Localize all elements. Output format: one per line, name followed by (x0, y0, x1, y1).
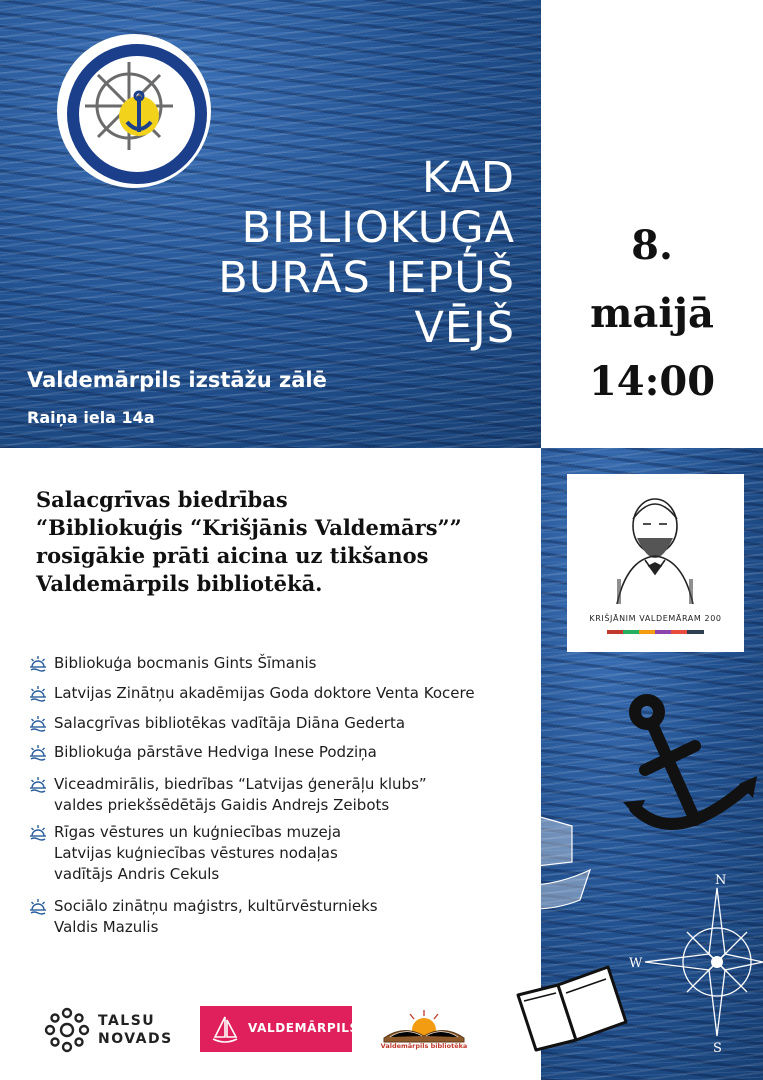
title-line: KAD (422, 153, 515, 203)
talsu-novads-logo-text (98, 1012, 173, 1048)
speaker-line: valdes priekšsēdētājs Gaidis Andrejs Zeibots (54, 796, 390, 814)
title-line: BURĀS IEPŪŠ (218, 253, 515, 303)
venue-text: Valdemārpils izstāžu zālē (27, 368, 327, 392)
talsu-line: TALSU (98, 1013, 156, 1029)
date-time: 14:00 (588, 358, 716, 405)
valdemarpils-logo (200, 1006, 359, 1052)
portrait-card (567, 474, 744, 652)
date-month: maijā (590, 290, 714, 337)
title-line: VĒJŠ (414, 303, 515, 353)
speaker-line: Valdis Mazulis (54, 918, 159, 936)
talsu-novads-emblem-icon (44, 1007, 90, 1053)
library-book-sun-icon (380, 1008, 468, 1042)
open-book-icon (510, 955, 630, 1055)
compass-w-label: W (629, 956, 643, 971)
sun-bullet-icon (28, 774, 48, 794)
speaker-line: Salacgrīvas bibliotēkas vadītāja Diāna Gederta (54, 714, 406, 732)
compass-rose-icon (629, 870, 763, 1060)
compass-n-label: N (715, 873, 727, 888)
sun-bullet-icon (28, 822, 48, 842)
speaker-line: Sociālo zinātņu maģistrs, kultūrvēsturnieks (54, 897, 378, 915)
speaker-line: vadītājs Andris Cekuls (54, 865, 220, 883)
sailboat-icon (210, 1014, 240, 1044)
sun-bullet-icon (28, 742, 48, 762)
intro-line: Valdemārpils bibliotēkā. (36, 571, 323, 596)
speaker-line: Latvijas kuģniecības vēstures nodaļas (54, 844, 338, 862)
intro-text (36, 486, 526, 598)
speaker-line: Bibliokuģa pārstāve Hedviga Inese Podziņa (54, 743, 377, 761)
color-stripe (607, 630, 704, 634)
sun-bullet-icon (28, 683, 48, 703)
intro-line: “Bibliokuģis “Krišjānis Valdemārs”” (36, 515, 462, 540)
speaker-line: Bibliokuģa bocmanis Gints Šīmanis (54, 654, 317, 672)
intro-line: Salacgrīvas biedrības (36, 487, 288, 512)
valdemarpils-label: VALDEMĀRPILS (248, 1021, 359, 1035)
sun-bullet-icon (28, 896, 48, 916)
logo-ring-text: BIBLIOKUĢIS KRIŠJĀNIS VALD (79, 112, 197, 174)
library-logo-caption: Valdemārpils bibliotēka (380, 1042, 468, 1050)
sailing-ship-icon (465, 800, 600, 920)
speaker-line: Latvijas Zinātņu akadēmijas Goda doktore Venta Kocere (54, 684, 475, 702)
event-title (150, 153, 515, 353)
sun-bullet-icon (28, 653, 48, 673)
date-day: 8. (631, 222, 673, 269)
portrait-caption: KRIŠJĀNIM VALDEMĀRAM 200 (589, 614, 722, 623)
title-line: BIBLIOKUĢA (241, 203, 515, 253)
novads-line: NOVADS (98, 1031, 173, 1047)
speaker-line: Rīgas vēstures un kuģniecības muzeja (54, 823, 342, 841)
sun-bullet-icon (28, 713, 48, 733)
intro-line: rosīgākie prāti aicina uz tikšanos (36, 543, 429, 568)
compass-s-label: S (713, 1041, 722, 1056)
valdemars-portrait-icon (567, 474, 744, 609)
address-text: Raiņa iela 14a (27, 408, 155, 427)
anchor-icon (615, 690, 763, 850)
speaker-line: Viceadmirālis, biedrības “Latvijas ģenerāļu klubs” (54, 775, 427, 793)
